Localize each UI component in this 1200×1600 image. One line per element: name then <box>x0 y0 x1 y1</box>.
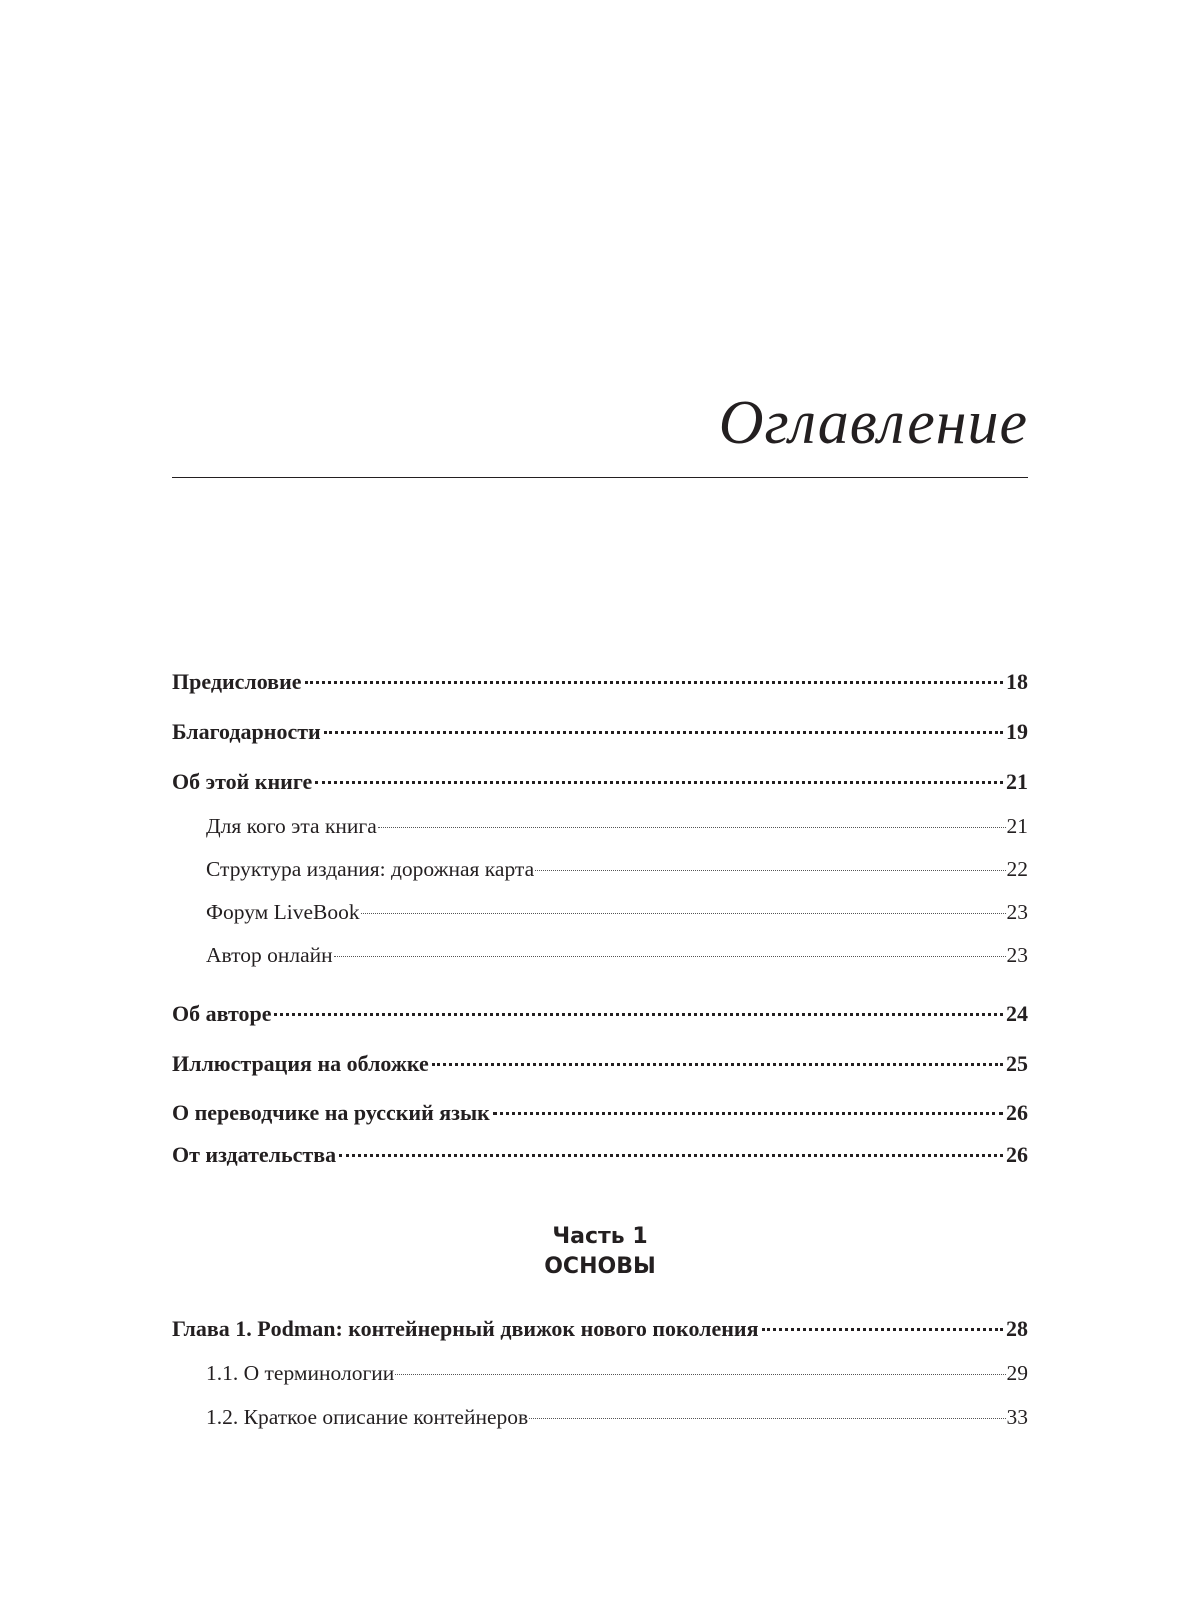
part-heading <box>172 1222 1028 1281</box>
part-title: ОСНОВЫ <box>544 1253 656 1279</box>
toc-entry-page: 28 <box>1006 1316 1028 1341</box>
toc-entry-label: 1.1. О терминологии <box>206 1361 395 1385</box>
toc-entry-chapter-1[interactable] <box>172 1316 1028 1342</box>
toc-entry-acknowledgements[interactable] <box>172 719 1028 745</box>
toc-entry-page: 25 <box>1006 1051 1028 1076</box>
toc-entry-label: Автор онлайн <box>206 943 333 967</box>
toc-entry-cover-illustration[interactable] <box>172 1051 1028 1077</box>
toc-entry-page: 23 <box>1006 900 1028 924</box>
toc-subentry-1-2[interactable] <box>206 1405 1028 1430</box>
dot-leader <box>395 1374 1005 1375</box>
toc-entry-label: Форум LiveBook <box>206 900 360 924</box>
toc-entry-page: 26 <box>1006 1142 1028 1167</box>
dot-leader <box>535 870 1005 871</box>
toc-entry-about-book[interactable] <box>172 769 1028 795</box>
toc-subentry-roadmap[interactable] <box>206 857 1028 882</box>
toc-entry-label: О переводчике на русский язык <box>172 1100 490 1125</box>
toc-subentry-author-online[interactable] <box>206 943 1028 968</box>
toc-entry-translator[interactable] <box>172 1100 1028 1126</box>
toc-entry-label: От издательства <box>172 1142 337 1167</box>
toc-entry-page: 22 <box>1006 857 1028 881</box>
toc-entry-label: Об авторе <box>172 1001 272 1026</box>
toc-entry-label: Глава 1. Podman: контейнерный движок нового поколения <box>172 1316 759 1341</box>
page-title: Оглавление <box>718 389 1028 457</box>
toc-entry-page: 19 <box>1006 719 1028 744</box>
toc-entry-page: 18 <box>1006 669 1028 694</box>
toc-entry-page: 21 <box>1006 814 1028 838</box>
toc-entry-page: 24 <box>1006 1001 1028 1026</box>
dot-leader <box>378 827 1006 828</box>
toc-entry-page: 26 <box>1006 1100 1028 1125</box>
dot-leader <box>334 956 1006 957</box>
toc-entry-label: 1.2. Краткое описание контейнеров <box>206 1405 529 1429</box>
dot-leader <box>339 1154 1003 1157</box>
title-rule <box>172 477 1028 478</box>
toc-entry-label: Об этой книге <box>172 769 313 794</box>
dot-leader <box>274 1013 1003 1016</box>
part-number: Часть 1 <box>552 1224 648 1249</box>
dot-leader <box>493 1112 1003 1115</box>
toc-entry-page: 23 <box>1006 943 1028 967</box>
dot-leader <box>324 731 1003 734</box>
toc-subentry-who-for[interactable] <box>206 814 1028 839</box>
toc-subentry-1-1[interactable] <box>206 1361 1028 1386</box>
toc-entry-page: 29 <box>1006 1361 1028 1385</box>
dot-leader <box>432 1063 1003 1066</box>
dot-leader <box>529 1418 1005 1419</box>
toc-entry-preface[interactable] <box>172 669 1028 695</box>
toc-entry-label: Иллюстрация на обложке <box>172 1051 429 1076</box>
dot-leader <box>762 1328 1003 1331</box>
toc-entry-publisher[interactable] <box>172 1142 1028 1168</box>
dot-leader <box>315 781 1003 784</box>
toc-entry-label: Благодарности <box>172 719 321 744</box>
toc-entry-label: Предисловие <box>172 669 302 694</box>
dot-leader <box>361 913 1006 914</box>
toc-entry-page: 33 <box>1006 1405 1028 1429</box>
toc-entry-page: 21 <box>1006 769 1028 794</box>
toc-subentry-livebook-forum[interactable] <box>206 900 1028 925</box>
dot-leader <box>305 681 1003 684</box>
toc-entry-label: Для кого эта книга <box>206 814 377 838</box>
toc-entry-label: Структура издания: дорожная карта <box>206 857 535 881</box>
toc-entry-about-author[interactable] <box>172 1001 1028 1027</box>
